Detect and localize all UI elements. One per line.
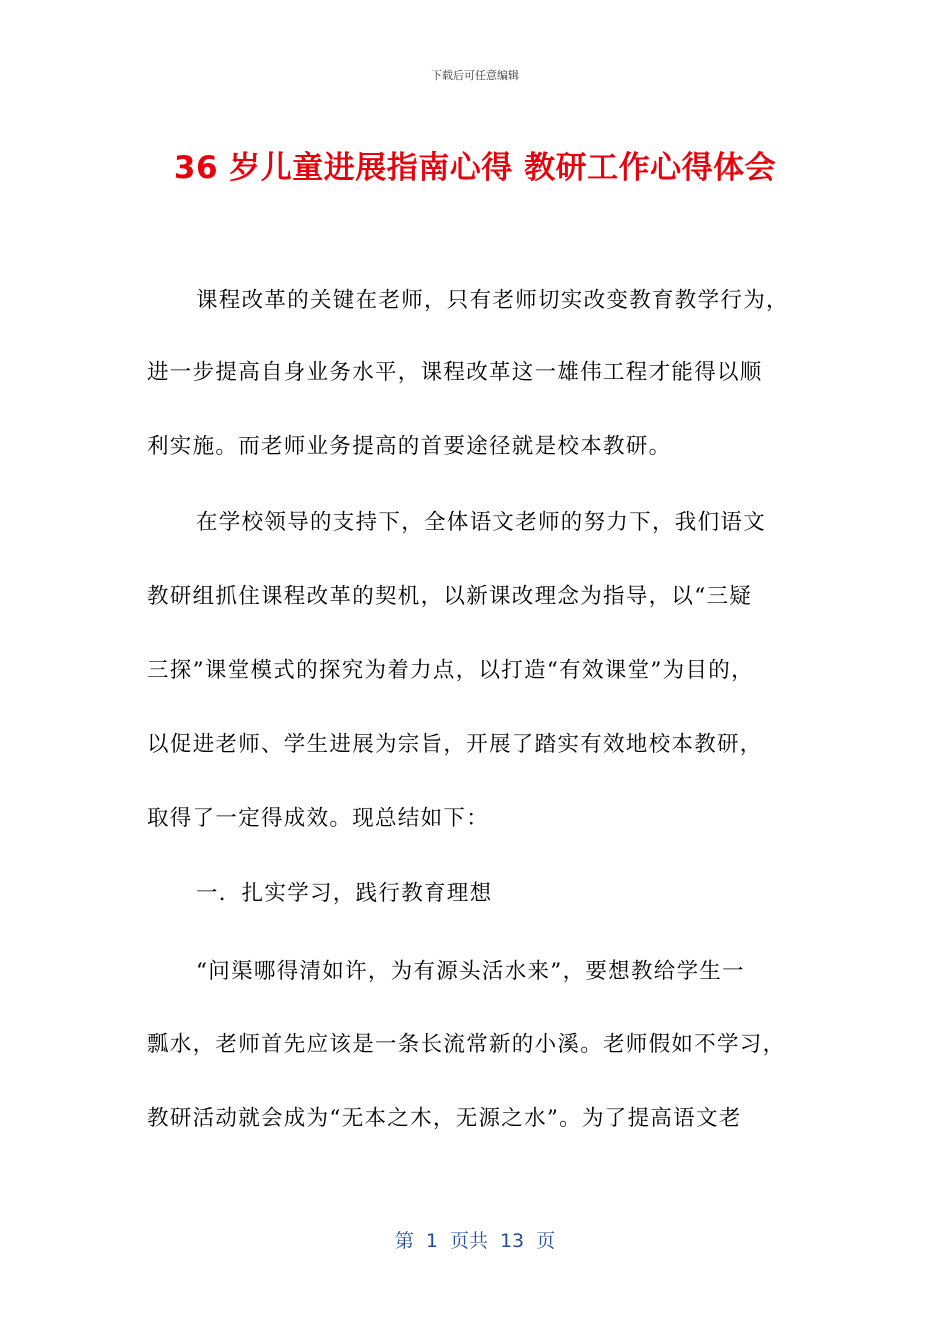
footer-page-number: 1 xyxy=(425,1230,438,1252)
paragraph-line: “问渠哪得清如许，为有源头活水来”，要想教给学生一 xyxy=(196,959,745,984)
paragraph-line: 课程改革的关键在老师，只有老师切实改变教育教学行为， xyxy=(196,288,789,313)
footer-middle: 页共 xyxy=(449,1230,488,1252)
footer-total-pages: 13 xyxy=(499,1230,525,1252)
paragraph-line: 取得了一定得成效。现总结如下： xyxy=(147,806,490,831)
footer-suffix: 页 xyxy=(536,1230,556,1252)
paragraph-line: 瓢水，老师首先应该是一条长流常新的小溪。老师假如不学习， xyxy=(147,1032,786,1057)
page-footer xyxy=(0,1226,950,1253)
paragraph-line: 进一步提高自身业务水平，课程改革这一雄伟工程才能得以顺 xyxy=(147,360,763,385)
paragraph-line: 三探”课堂模式的探究为着力点，以打造“有效课堂”为目的， xyxy=(147,658,754,683)
paragraph-line: 教研活动就会成为“无本之木，无源之水”。为了提高语文老 xyxy=(147,1106,742,1131)
footer-prefix: 第 xyxy=(394,1230,414,1252)
paragraph-line: 教研组抓住课程改革的契机，以新课改理念为指导，以“三疑 xyxy=(147,584,753,609)
paragraph-line: 在学校领导的支持下，全体语文老师的努力下，我们语文 xyxy=(196,510,767,535)
paragraph-line: 以促进老师、学生进展为宗旨，开展了踏实有效地校本教研， xyxy=(147,732,763,757)
section-heading: 一．扎实学习，践行教育理想 xyxy=(196,881,493,906)
paragraph-line: 利实施。而老师业务提高的首要途径就是校本教研。 xyxy=(147,434,672,459)
header-note: 下载后可任意编辑 xyxy=(431,69,519,82)
document-title: 36 岁儿童进展指南心得 教研工作心得体会 xyxy=(173,150,777,186)
